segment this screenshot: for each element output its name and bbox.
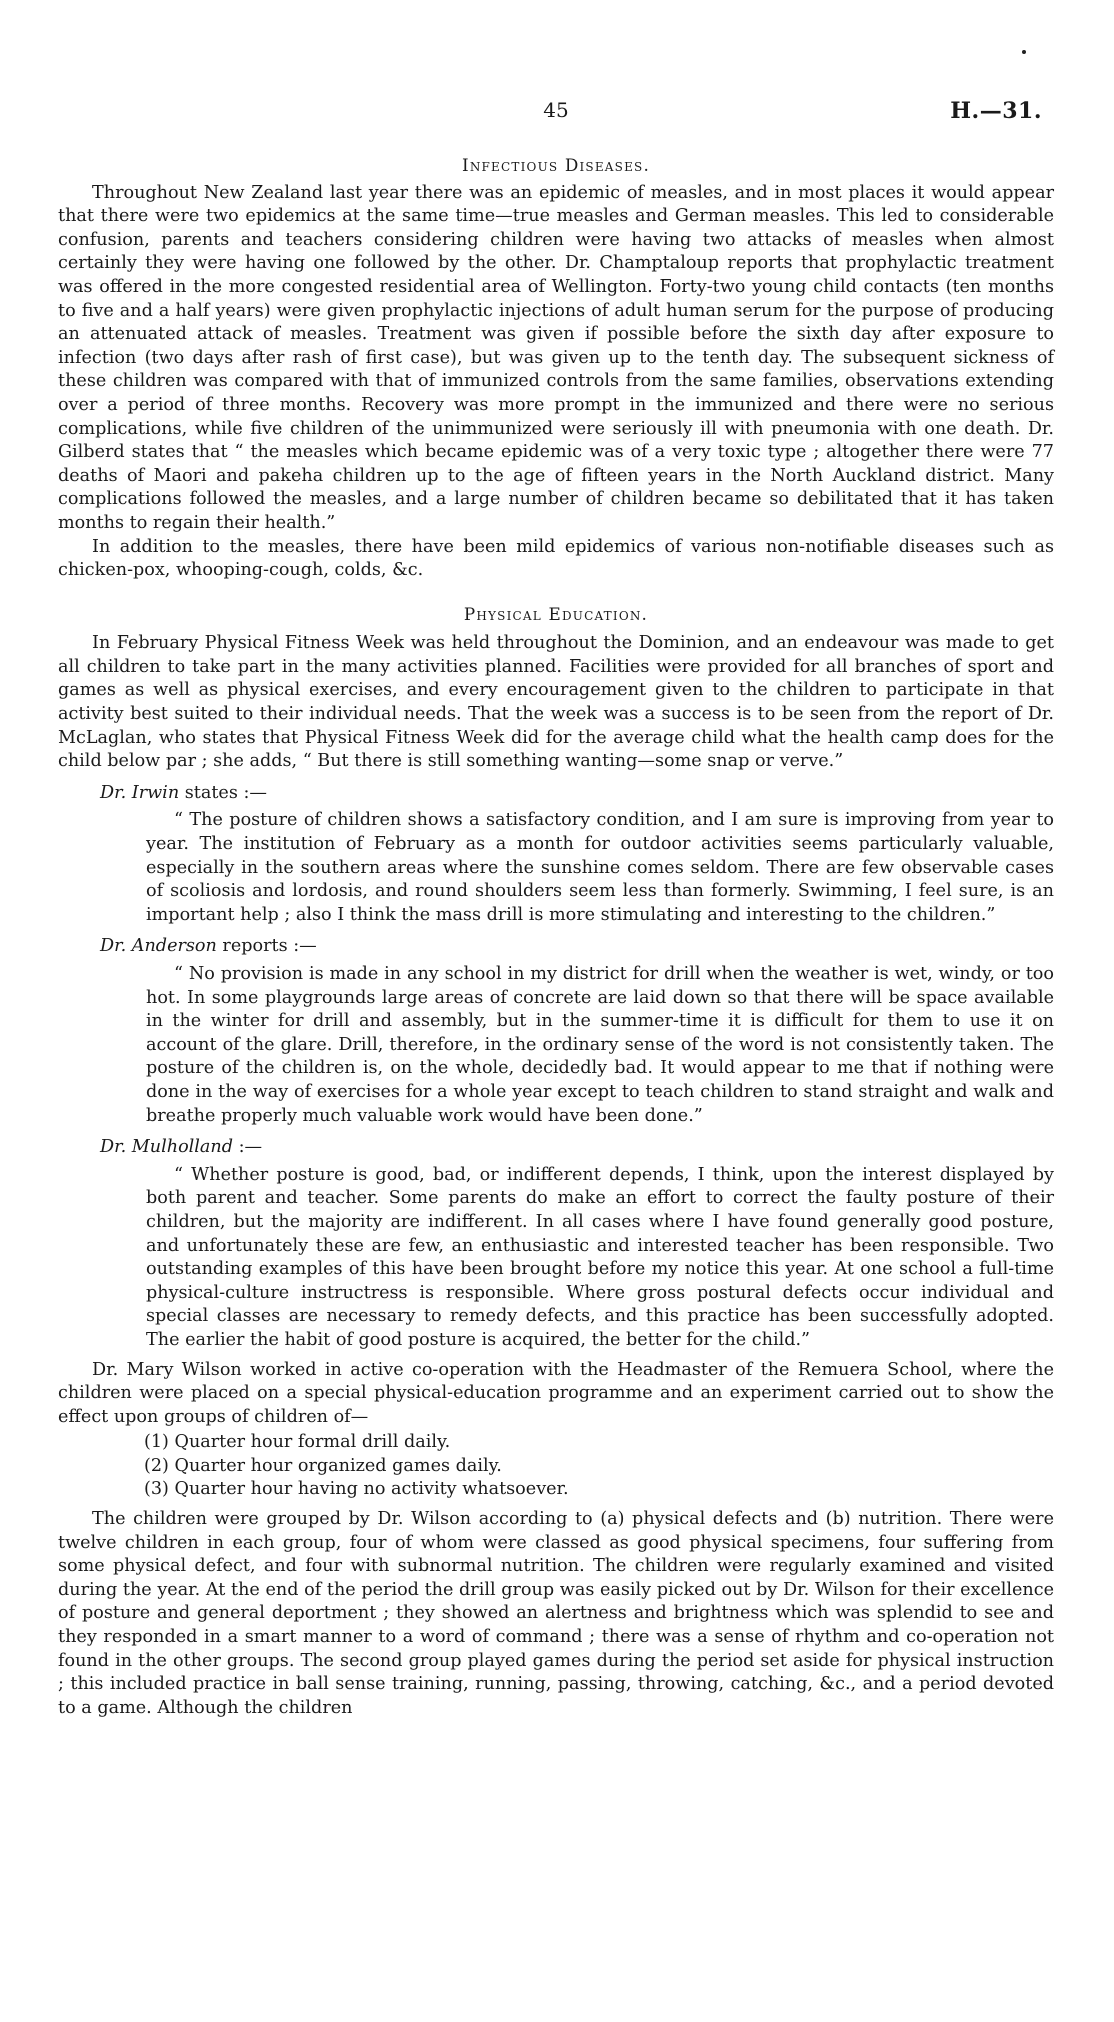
quote-irwin: “ The posture of children shows a satisfactory condition, and I am sure is improving from year to year. The institution of February as a month for outdoor activities seems particularly valuable, especially in the southern areas where the sunshine comes seldom. There are few observable cases of scoliosis and lordosis, and round shoulders seem less than formerly. Swimming, I feel sure, is an important help ; also I think the mass drill is more stimulating and interesting to the children.” (146, 810, 1054, 925)
page-header (58, 98, 1054, 128)
paragraph-measles-epidemic: Throughout New Zealand last year there was an epidemic of measles, and in most places it would appear that there were two epidemics at the same time—true measles and German measles. This led to considerable confusion, parents and teachers considering children were having two attacks of measles when almost certainly they were having one followed by the other. Dr. Champtaloup reports that prophylactic treatment was offered in the more congested residential area of Wellington. Forty-two young child contacts (ten months to five and a half years) were given prophylactic injections of adult human serum for the purpose of producing an attenuated attack of measles. Treatment was given if possible before the sixth day after exposure to infection (two days after rash of first case), but was given up to the tenth day. The subsequent sickness of these children was compared with that of immunized controls from the same families, observations extending over a period of three months. Recovery was more prompt in the immunized and there were no serious complications, while five children of the unimmunized were seriously ill with pneumonia with one death. Dr. Gilberd states that “ the measles which became epidemic was of a very toxic type ; altogether there were 77 deaths of Maori and pakeha children up to the age of fifteen years in the North Auckland district. Many complications followed the measles, and a large number of children became so debilitated that it has taken months to regain their health.” (58, 182, 1054, 533)
speaker-name: Dr. Mulholland (100, 1137, 234, 1158)
list-item: (3) Quarter hour having no activity whatsoever. (144, 1479, 569, 1500)
document-reference: H.—31. (950, 98, 1042, 124)
list-item: (1) Quarter hour formal drill daily. (144, 1432, 451, 1453)
speaker-name: Dr. Anderson (100, 936, 217, 957)
speaker-mulholland (58, 1136, 1054, 1160)
paragraph-mary-wilson: Dr. Mary Wilson worked in active co-operation with the Headmaster of the Remuera School, where the children were placed on a special physical-education programme and an experiment carried out to show the effect upon groups of children of— (58, 1359, 1054, 1427)
list-item: (2) Quarter hour organized games daily. (144, 1455, 502, 1476)
speaker-suffix: states :— (179, 782, 267, 803)
speaker-suffix: reports :— (216, 936, 317, 957)
quote-anderson: “ No provision is made in any school in my district for drill when the weather is wet, windy, or too hot. In some playgrounds large areas of concrete are laid down so that there will be space available in the winter for drill and assembly, but in the summer-time it is difficult for them to use it on account of the glare. Drill, therefore, in the ordinary sense of the word is not consistently taken. The posture of the children is, on the whole, decidedly bad. It would appear to me that if nothing were done in the way of exercises for a whole year except to teach children to stand straight and walk and breathe properly much valuable work would have been done.” (146, 964, 1054, 1126)
speaker-anderson (58, 935, 1054, 959)
page-number: 45 (543, 98, 569, 122)
section-heading-infectious-diseases: Infectious Diseases. (461, 155, 651, 175)
speaker-irwin (58, 782, 1054, 806)
margin-mark (1022, 50, 1026, 54)
speaker-name: Dr. Irwin (100, 782, 180, 803)
section-heading-physical-education: Physical Education. (463, 603, 649, 624)
speaker-suffix: :— (233, 1137, 263, 1158)
experiment-list (144, 1431, 1054, 1502)
paragraph-other-diseases: In addition to the measles, there have been mild epidemics of various non-notifiable diseases such as chicken-pox, whooping-cough, colds, &c. (58, 536, 1054, 581)
quote-mulholland: “ Whether posture is good, bad, or indifferent depends, I think, upon the interest displayed by both parent and teacher. Some parents do make an effort to correct the faulty posture of their children, but the majority are indifferent. In all cases where I have found generally good posture, and unfortunately these are few, an enthusiastic and interested teacher has been responsible. Two outstanding examples of this have been brought before my notice this year. At one school a full-time physical-culture instructress is responsible. Where gross postural defects occur individual and special classes are necessary to remedy defects, and this practice has been successfully adopted. The earlier the habit of good posture is acquired, the better for the child.” (146, 1164, 1054, 1350)
page-body (58, 154, 1054, 1720)
paragraph-children-grouped: The children were grouped by Dr. Wilson according to (a) physical defects and (b) nutrition. There were twelve children in each group, four of whom were classed as good physical specimens, four suffering from some physical defect, and four with subnormal nutrition. The children were regularly examined and visited during the year. At the end of the period the drill group was easily picked out by Dr. Wilson for their excellence of posture and general deportment ; they showed an alertness and brightness which was splendid to see and they responded in a smart manner to a word of command ; there was a sense of rhythm and co-operation not found in the other groups. The second group played games during the period set aside for physical instruction ; this included practice in ball sense training, running, passing, throwing, catching, &c., and a period devoted to a game. Although the children (58, 1509, 1054, 1718)
paragraph-physical-fitness-week: In February Physical Fitness Week was held throughout the Dominion, and an endeavour was made to get all children to take part in the many activities planned. Facilities were provided for all branches of sport and games as well as physical exercises, and every encouragement given to the children to participate in that activity best suited to their individual needs. That the week was a success is to be seen from the report of Dr. McLaglan, who states that Physical Fitness Week did for the average child what the health camp does for the child below par ; she adds, “ But there is still something wanting—some snap or verve.” (58, 633, 1054, 772)
